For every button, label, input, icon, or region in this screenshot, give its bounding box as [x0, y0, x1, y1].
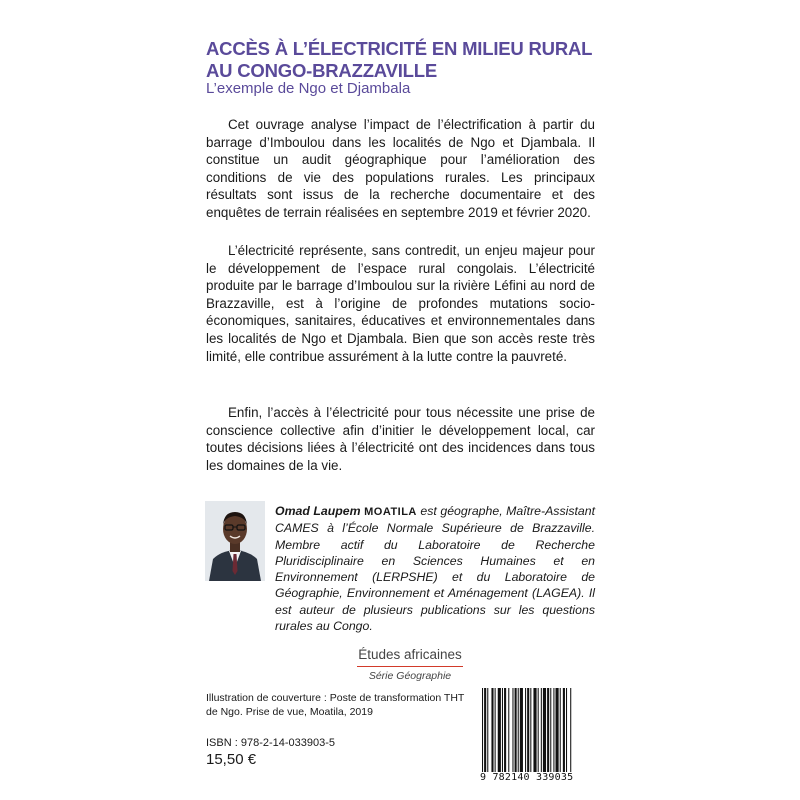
author-photo — [205, 501, 265, 581]
title-line-1: ACCÈS À L’ÉLECTRICITÉ EN MILIEU RURAL — [206, 38, 593, 59]
author-first-names: Omad Laupem — [275, 504, 361, 518]
book-title — [206, 38, 592, 82]
barcode — [480, 688, 598, 772]
title-line-2: AU CONGO-BRAZZAVILLE — [206, 60, 437, 81]
author-surname: MOATILA — [364, 506, 417, 518]
author-bio — [275, 503, 595, 634]
isbn: ISBN : 978-2-14-033903-5 — [206, 737, 336, 749]
barcode-icon — [480, 688, 598, 772]
summary-paragraph-1: Cet ouvrage analyse l’impact de l’électrification à partir du barrage d’Imboulou dans les localités de Ngo et Djambala. Il constitue un audit géographique pour l’amélioration des conditions de vie des populations rurales. Les principaux résultats sont issus de la recherche documentaire et des enquêtes de terrain réalisées en septembre 2019 et février 2020. — [206, 117, 595, 220]
price: 15,50 € — [206, 751, 257, 768]
series-logo — [355, 647, 465, 683]
cover-credit: Illustration de couverture : Poste de transformation THT de Ngo. Prise de vue, Moatila, 2019 — [206, 692, 465, 718]
book-subtitle: L’exemple de Ngo et Djambala — [206, 80, 411, 97]
summary-paragraph-3: Enfin, l’accès à l’électricité pour tous nécessite une prise de conscience collective afin d’initier le développement local, car toutes décisions liées à l’électricité ont des incidences dans tous les domaines de la vie. — [206, 405, 595, 473]
barcode-digits: 9 782140 339035 — [480, 772, 574, 783]
series-divider — [357, 666, 463, 667]
summary-paragraph-2: L’électricité représente, sans contredit, un enjeu majeur pour le développement de l’espace rural congolais. L’électricité produite par le barrage d’Imboulou sur la rivière Léfini au nord de Brazzaville, est à l’origine de profondes mutations socio-économiques, sanitaires, éducatives et environnementales dans les localités de Ngo et Djambala. Bien que son accès reste très limité, elle contribue assurément à la lutte contre la pauvreté. — [206, 243, 595, 364]
series-name: Études africaines — [358, 647, 462, 662]
author-bio-text: est géographe, Maître-Assistant CAMES à l’École Normale Supérieure de Brazzaville. Membre actif du Laboratoire de Recherche Pluridisciplinaire en Sciences Humaines et en Environnement (LERPSHE) et du Laboratoire de Géographie, Environnement et Aménagement (LAGEA). Il est auteur de plusieurs publications sur les questions rurales au Congo. — [275, 504, 595, 634]
series-subseries: Série Géographie — [368, 670, 452, 682]
author-portrait-icon — [205, 501, 265, 581]
